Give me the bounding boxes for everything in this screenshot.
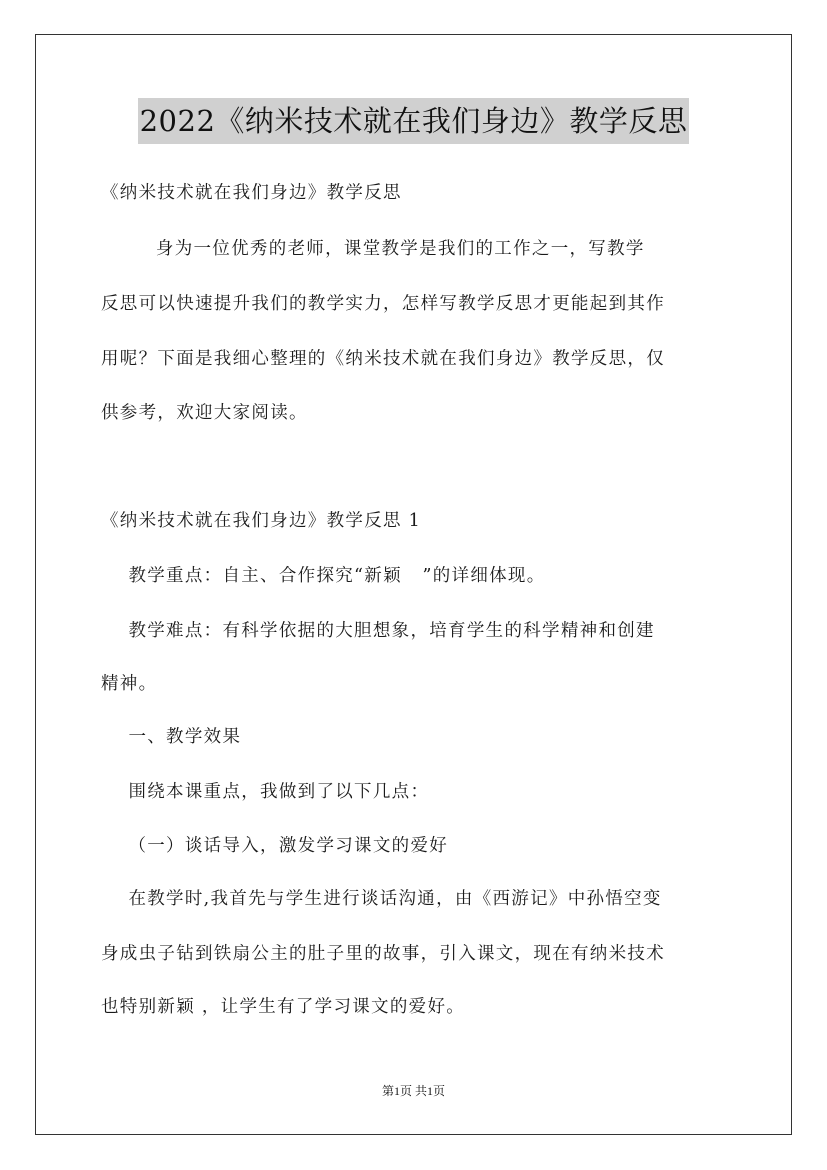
paragraph-line: 教学难点：有科学依据的大胆想象，培育学生的科学精神和创建	[101, 621, 655, 641]
paragraph-line: 供参考，欢迎大家阅读。	[101, 403, 308, 423]
page-number-footer: 第1页 共1页	[381, 1084, 445, 1098]
paragraph-line: 围绕本课重点，我做到了以下几点：	[101, 782, 430, 802]
paragraph-line: 精神。	[101, 674, 158, 694]
paragraph-line: 用呢？下面是我细心整理的《纳米技术就在我们身边》教学反思，仅	[101, 349, 665, 369]
paragraph-line: 在教学时,我首先与学生进行谈话沟通，由《西游记》中孙悟空变	[101, 889, 662, 909]
paragraph-line: 一、教学效果	[101, 727, 242, 747]
paragraph-line: 也特别新颖 ，让学生有了学习课文的爱好。	[101, 997, 466, 1017]
paragraph-line: 教学重点：自主、合作探究“新颖 ”的详细体现。	[101, 566, 546, 586]
subtitle-line: 《纳米技术就在我们身边》教学反思	[101, 183, 402, 203]
section-heading: 《纳米技术就在我们身边》教学反思 1	[101, 511, 422, 531]
paragraph-line: 身成虫子钻到铁扇公主的肚子里的故事，引入课文，现在有纳米技术	[101, 944, 665, 964]
paragraph-line: 身为一位优秀的老师，课堂教学是我们的工作之一，写教学	[101, 239, 645, 259]
title-container	[0, 98, 827, 144]
paragraph-line: 反思可以快速提升我们的教学实力，怎样写教学反思才更能起到其作	[101, 294, 665, 314]
paragraph-line: （一）谈话导入，激发学习课文的爱好	[101, 836, 449, 856]
document-title: 2022《纳米技术就在我们身边》教学反思	[138, 98, 690, 144]
